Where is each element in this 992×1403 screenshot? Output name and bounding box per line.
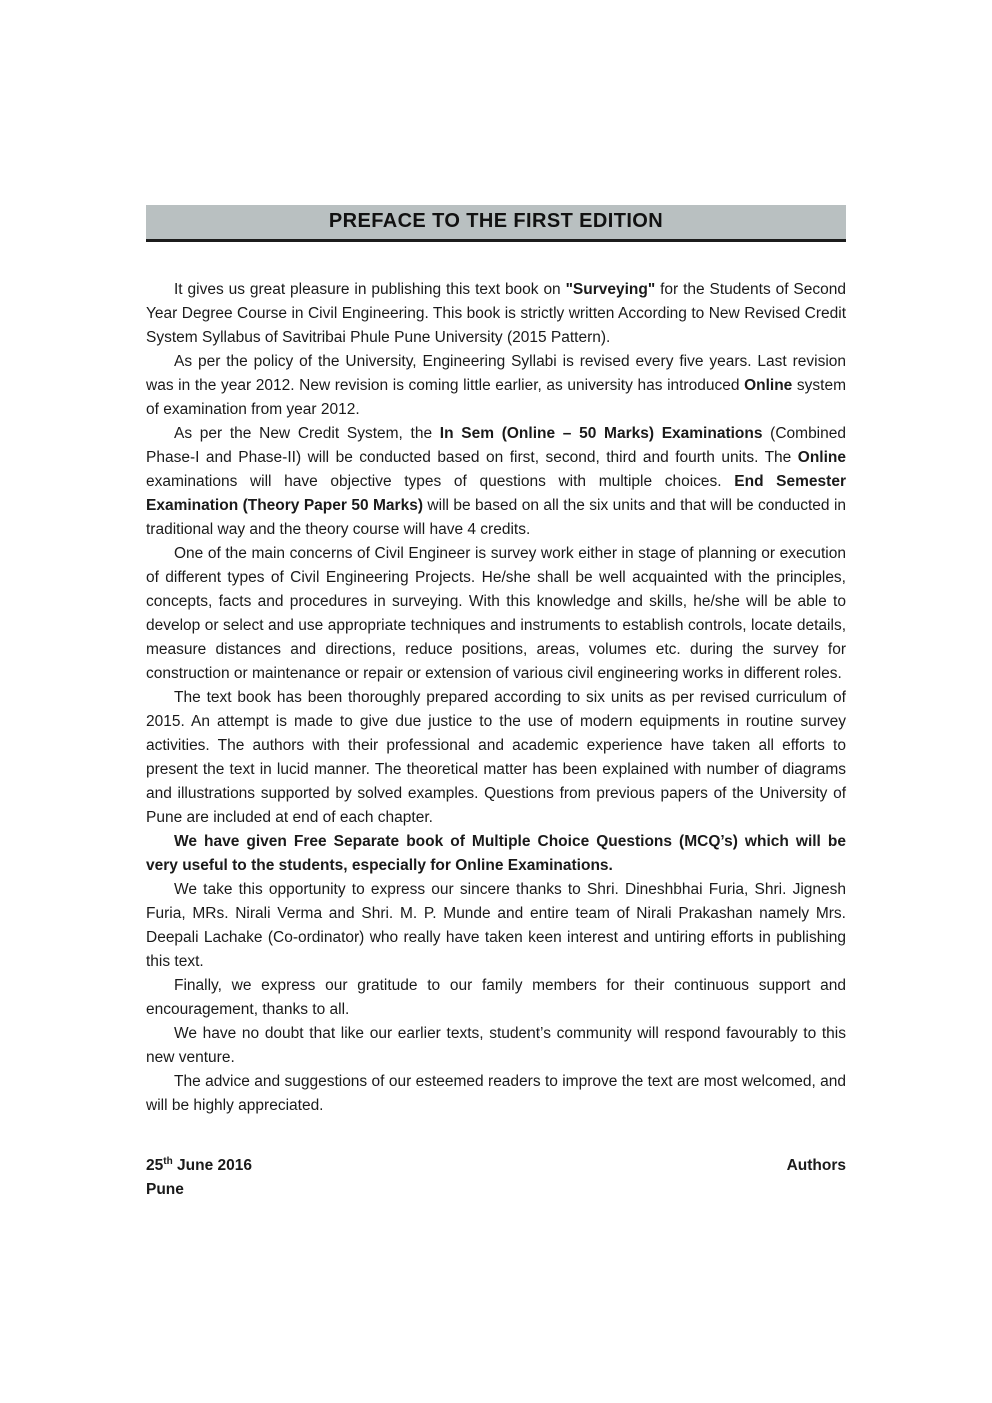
paragraph: As per the New Credit System, the In Sem (Online – 50 Marks) Examinations (Combined Phase-I and Phase-II) will be conducted based on first, second, third and fourth units. The Online examinations will have objective types of questions with multiple choices. End Semester Examination (Theory Paper 50 Marks) will be based on all the six units and that will be conducted in traditional way and the theory course will have 4 credits. bbox=[146, 425, 847, 538]
paragraph: We have no doubt that like our earlier texts, student’s community will respond favourably to this new venture. bbox=[146, 1025, 846, 1066]
publication-date bbox=[146, 1154, 252, 1178]
place: Pune bbox=[146, 1181, 184, 1198]
paragraph: Finally, we express our gratitude to our family members for their continuous support and encouragement, thanks to all. bbox=[146, 977, 846, 1018]
paragraph: The advice and suggestions of our esteemed readers to improve the text are most welcomed, and will be highly appreciated. bbox=[146, 1073, 846, 1114]
paragraph: We have given Free Separate book of Multiple Choice Questions (MCQ’s) which will be very useful to the students, especially for Online Examinations. bbox=[146, 833, 846, 874]
authors-signature: Authors bbox=[786, 1157, 846, 1174]
paragraph: As per the policy of the University, Engineering Syllabi is revised every five years. Last revision was in the year 2012. New revision is coming little earlier, as university has introduced Online system of examination from year 2012. bbox=[146, 353, 846, 418]
footer bbox=[146, 1154, 846, 1178]
title-banner bbox=[146, 205, 846, 242]
date-ordinal-suffix: th bbox=[163, 1155, 173, 1167]
paragraph: One of the main concerns of Civil Engineer is survey work either in stage of planning or execution of different types of Civil Engineering Projects. He/she shall be well acquainted with the principles, concepts, facts and procedures in surveying. With this knowledge and skills, he/she will be able to develop or select and use appropriate techniques and instruments to establish controls, locate details, measure distances and directions, reduce positions, areas, volumes etc. during the survey for construction or maintenance or repair or extension of various civil engineering works in different roles. bbox=[146, 545, 846, 682]
date-day: 25 bbox=[146, 1157, 164, 1174]
preface-body bbox=[146, 278, 846, 1118]
date-rest: June 2016 bbox=[172, 1157, 252, 1174]
paragraph: The text book has been thoroughly prepared according to six units as per revised curriculum of 2015. An attempt is made to give due justice to the use of modern equipments in routine survey activities. The authors with their professional and academic experience have taken all efforts to present the text in lucid manner. The theoretical matter has been explained with number of diagrams and illustrations supported by solved examples. Questions from previous papers of the University of Pune are included at end of each chapter. bbox=[146, 689, 846, 826]
page-content bbox=[146, 0, 846, 1202]
page-title: PREFACE TO THE FIRST EDITION bbox=[328, 210, 664, 232]
paragraph: It gives us great pleasure in publishing this text book on "Surveying" for the Students of Second Year Degree Course in Civil Engineering. This book is strictly written According to New Revised Credit System Syllabus of Savitribai Phule Pune University (2015 Pattern). bbox=[146, 281, 846, 346]
paragraph: We take this opportunity to express our sincere thanks to Shri. Dineshbhai Furia, Shri. Jignesh Furia, MRs. Nirali Verma and Shri. M. P. Munde and entire team of Nirali Prakashan namely Mrs. Deepali Lachake (Co-ordinator) who really have taken keen interest and untiring efforts in publishing this text. bbox=[146, 881, 846, 970]
